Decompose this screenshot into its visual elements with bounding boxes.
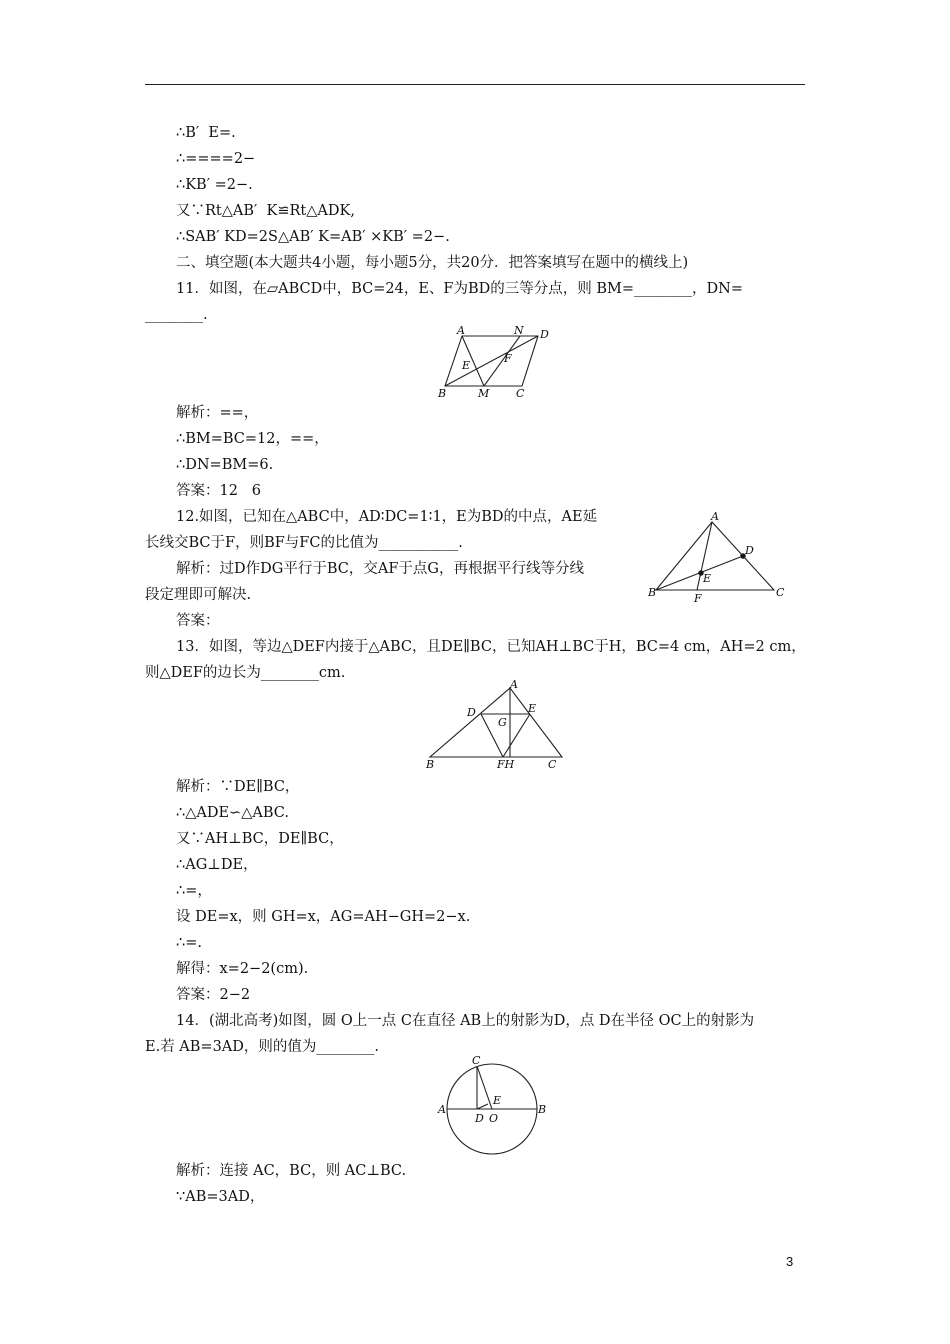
q12-label-c: C bbox=[776, 586, 785, 599]
q13-label-e: E bbox=[528, 702, 537, 715]
q14-solution-1: 解析：连接 AC，BC，则 AC⊥BC. bbox=[176, 1163, 407, 1179]
q13-solution-7: ∴=. bbox=[176, 935, 202, 951]
q14-circle-figure bbox=[432, 1052, 552, 1156]
q12-answer: 答案： bbox=[176, 613, 220, 629]
page-number: 3 bbox=[786, 1254, 794, 1269]
q13-solution-3: 又∵AH⊥BC，DE∥BC， bbox=[176, 831, 344, 847]
q12-label-b: B bbox=[648, 586, 657, 599]
q12-solution-2: 段定理即可解决. bbox=[145, 587, 252, 603]
q13-answer: 答案：2−2 bbox=[176, 987, 251, 1003]
q14-stem-1: 14．(湖北高考)如图，圆 O上一点 C在直径 AB上的射影为D，点 D在半径 OC上的射影为 bbox=[176, 1013, 755, 1029]
q13-stem-1: 13．如图，等边△DEF内接于△ABC，且DE∥BC，已知AH⊥BC于H，BC=4 cm，AH=2 cm， bbox=[176, 639, 806, 655]
q11-label-e: E bbox=[462, 359, 471, 372]
q13-solution-5: ∴=， bbox=[176, 883, 212, 899]
q11-solution-1: 解析：==， bbox=[176, 405, 259, 421]
q11-stem-2: ________. bbox=[145, 307, 208, 323]
q14-label-c: C bbox=[472, 1054, 481, 1067]
q14-label-a: A bbox=[438, 1103, 446, 1116]
q11-stem-1: 11．如图，在▱ABCD中，BC=24，E、F为BD的三等分点，则 BM=________，DN= bbox=[176, 281, 743, 297]
q13-label-fh: FH bbox=[497, 758, 515, 771]
q12-label-e: E bbox=[703, 572, 712, 585]
q13-label-c: C bbox=[548, 758, 557, 771]
q13-line-ef bbox=[503, 714, 530, 757]
prev-line-3: ∴KB′ =2−. bbox=[176, 177, 253, 193]
q11-label-m: M bbox=[478, 387, 490, 400]
q14-label-b: B bbox=[538, 1103, 547, 1116]
q11-label-f: F bbox=[504, 352, 512, 365]
q11-label-a: A bbox=[457, 324, 465, 337]
q12-stem-1: 12.如图，已知在△ABC中，AD∶DC=1∶1，E为BD的中点，AE延 bbox=[176, 509, 598, 525]
q13-solution-1: 解析：∵DE∥BC， bbox=[176, 779, 300, 795]
q11-label-b: B bbox=[438, 387, 447, 400]
q12-label-f: F bbox=[694, 592, 702, 605]
q11-label-c: C bbox=[516, 387, 525, 400]
q13-label-a: A bbox=[510, 678, 518, 691]
prev-line-5: ∴SAB′ KD=2S△AB′ K=AB′ ×KB′ =2−. bbox=[176, 229, 450, 245]
q13-label-b: B bbox=[426, 758, 435, 771]
prev-line-4: 又∵Rt△AB′ K≌Rt△ADK, bbox=[176, 203, 355, 219]
q12-solution-1: 解析：过D作DG平行于BC，交AF于点G，再根据平行线等分线 bbox=[176, 561, 584, 577]
q13-triangle-abc bbox=[430, 688, 562, 757]
q12-label-a: A bbox=[711, 510, 719, 523]
q11-line-mn bbox=[484, 336, 520, 386]
q11-parallelogram-figure bbox=[432, 324, 556, 400]
q12-stem-2: 长线交BC于F，则BF与FC的比值为___________. bbox=[145, 535, 463, 551]
q12-label-d: D bbox=[745, 544, 754, 557]
q11-label-n: N bbox=[514, 324, 524, 337]
q14-line-de bbox=[477, 1104, 488, 1109]
q14-stem-2: E.若 AB=3AD，则的值为________. bbox=[145, 1039, 380, 1055]
q14-label-o: O bbox=[489, 1112, 499, 1125]
prev-line-2: ∴====2− bbox=[176, 151, 256, 167]
q13-solution-6: 设 DE=x，则 GH=x，AG=AH−GH=2−x. bbox=[176, 909, 471, 925]
q13-solution-4: ∴AG⊥DE， bbox=[176, 857, 258, 873]
q13-label-d: D bbox=[467, 706, 476, 719]
q13-triangle-figure bbox=[420, 676, 570, 774]
q14-solution-2: ∵AB=3AD， bbox=[176, 1189, 265, 1205]
q11-solution-2: ∴BM=BC=12，==， bbox=[176, 431, 329, 447]
q14-radius-oc bbox=[477, 1066, 492, 1109]
q14-label-e: E bbox=[493, 1094, 502, 1107]
section-header: 二、填空题(本大题共4小题，每小题5分，共20分．把答案填写在题中的横线上) bbox=[176, 255, 689, 271]
prev-line-1: ∴B′ E=. bbox=[176, 125, 236, 141]
q13-label-g: G bbox=[498, 716, 507, 729]
q11-answer: 答案：12 6 bbox=[176, 483, 262, 499]
q11-solution-3: ∴DN=BM=6. bbox=[176, 457, 274, 473]
q13-solution-2: ∴△ADE∽△ABC. bbox=[176, 805, 289, 821]
q12-triangle-abc bbox=[656, 522, 774, 590]
q14-label-d: D bbox=[475, 1112, 484, 1125]
header-rule bbox=[145, 84, 805, 85]
q13-solution-8: 解得：x=2−2(cm). bbox=[176, 961, 309, 977]
q12-triangle-figure bbox=[644, 510, 794, 606]
q13-stem-2: 则△DEF的边长为________cm. bbox=[145, 665, 346, 681]
q11-label-d: D bbox=[540, 328, 549, 341]
